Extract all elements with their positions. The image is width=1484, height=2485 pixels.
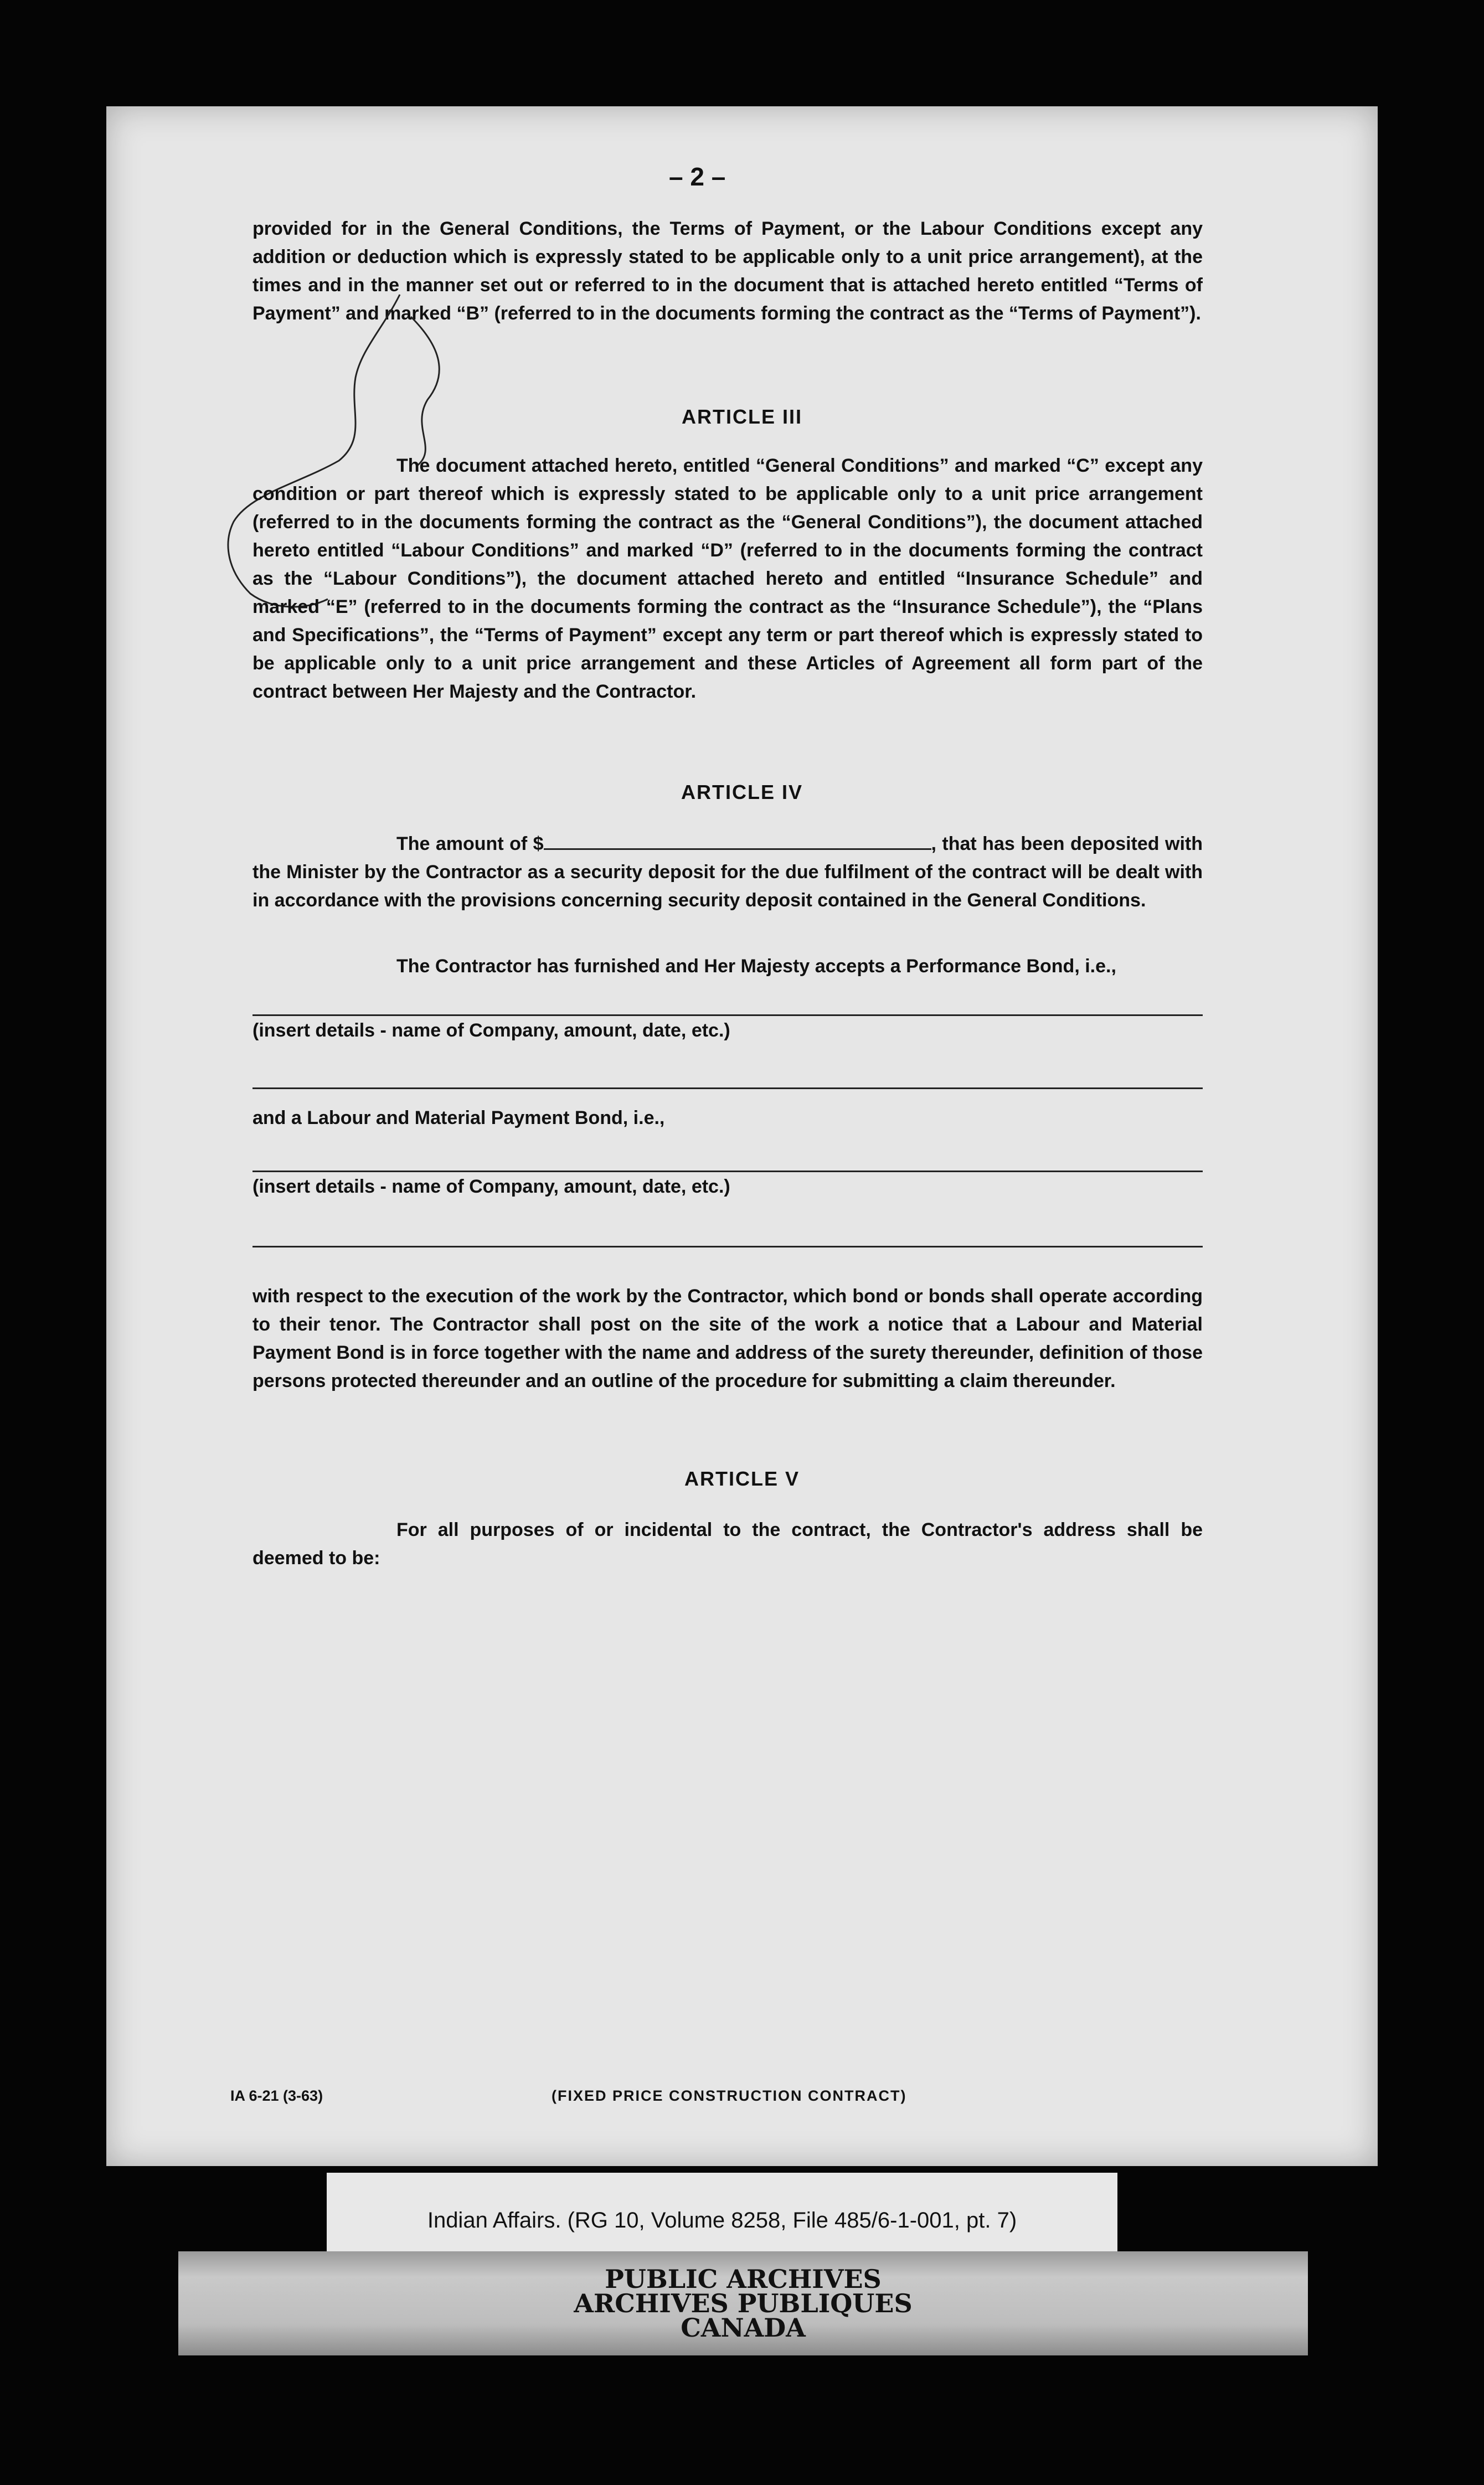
article-3-paragraph: The document attached hereto, entitled “General Conditions” and marked “C” except any condition or part thereof which is expressly stated to be applicable only to a unit price arrangement (referred to in the documents forming the contract as the “General Conditions”), the document attached hereto entitled “Labour Conditions” and marked “D” (referred to in the documents forming the contract as the “Labour Conditions”), the document attached hereto and entitled “Insurance Schedule” and marked “E” (referred to in the documents forming the contract as the “Insurance Schedule”), the “Plans and Specifications”, the “Terms of Payment” except any term or part thereof which is expressly stated to be applicable only to a unit price arrangement and these Articles of Agreement all form part of the contract between Her Majesty and the Contractor. bbox=[253, 455, 1203, 702]
stamp-line-3: CANADA bbox=[681, 2313, 806, 2343]
article-4-body: with the Minister by the Contractor as a security deposit for the due fulfilment of the contract will be dealt with in accordance with the provisions concerning security deposit contained in the General Conditions. bbox=[253, 833, 1203, 911]
archive-reference-text: Indian Affairs. (RG 10, Volume 8258, File 485/6-1-001, pt. 7) bbox=[427, 2208, 1017, 2233]
stamp-line-2: ARCHIVES PUBLIQUES bbox=[574, 2288, 913, 2318]
bond-terms-paragraph: with respect to the execution of the work by the Contractor, which bond or bonds shall operate according to their tenor. The Contractor shall post on the site of the work a notice that a Labour and Material Payment Bond is in force together with the name and address of the surety thereunder, definition of those persons protected thereunder and an outline of the procedure for submitting a claim thereunder. bbox=[253, 1286, 1203, 1391]
page-number: – 2 – bbox=[669, 162, 726, 191]
labour-bond-text: and a Labour and Material Payment Bond, i.e., bbox=[253, 1107, 665, 1128]
document-page bbox=[106, 106, 1378, 2166]
article-4-heading: ARTICLE IV bbox=[681, 781, 803, 803]
article-5-heading: ARTICLE V bbox=[684, 1467, 800, 1490]
insert-details-1: (insert details - name of Company, amount, date, etc.) bbox=[253, 1020, 730, 1041]
archive-stamp-text bbox=[178, 2264, 1308, 2343]
article-5-paragraph: For all purposes of or incidental to the contract, the Contractor's address shall be deemed to be: bbox=[253, 1519, 1203, 1569]
performance-bond-text: The Contractor has furnished and Her Majesty accepts a Performance Bond, i.e., bbox=[396, 956, 1116, 977]
performance-bond-line bbox=[253, 1014, 1203, 1016]
amount-prefix: The amount of $ bbox=[396, 833, 544, 854]
contract-type: (FIXED PRICE CONSTRUCTION CONTRACT) bbox=[552, 2087, 907, 2104]
labour-bond-line-2 bbox=[253, 1246, 1203, 1247]
archive-stamp bbox=[178, 2251, 1308, 2355]
article-3-heading: ARTICLE III bbox=[682, 405, 802, 428]
stamp-line-1: PUBLIC ARCHIVES bbox=[605, 2264, 882, 2294]
intro-paragraph: provided for in the General Conditions, the Terms of Payment, or the Labour Conditions except any addition or deduction which is expressly stated to be applicable only to a unit price arrangement), at the times and in the manner set out or referred to in the document that is attached hereto entitled “Terms of Payment” and marked “B” (referred to in the documents forming the contract as the “Terms of Payment”). bbox=[253, 218, 1203, 324]
amount-blank bbox=[544, 828, 931, 850]
performance-bond-line-2 bbox=[253, 1087, 1203, 1089]
labour-bond-line bbox=[253, 1171, 1203, 1172]
insert-details-2: (insert details - name of Company, amount, date, etc.) bbox=[253, 1176, 730, 1197]
form-number: IA 6-21 (3-63) bbox=[230, 2087, 323, 2104]
amount-suffix: , that has been deposited bbox=[931, 833, 1160, 854]
article-4-paragraph bbox=[253, 828, 1203, 915]
